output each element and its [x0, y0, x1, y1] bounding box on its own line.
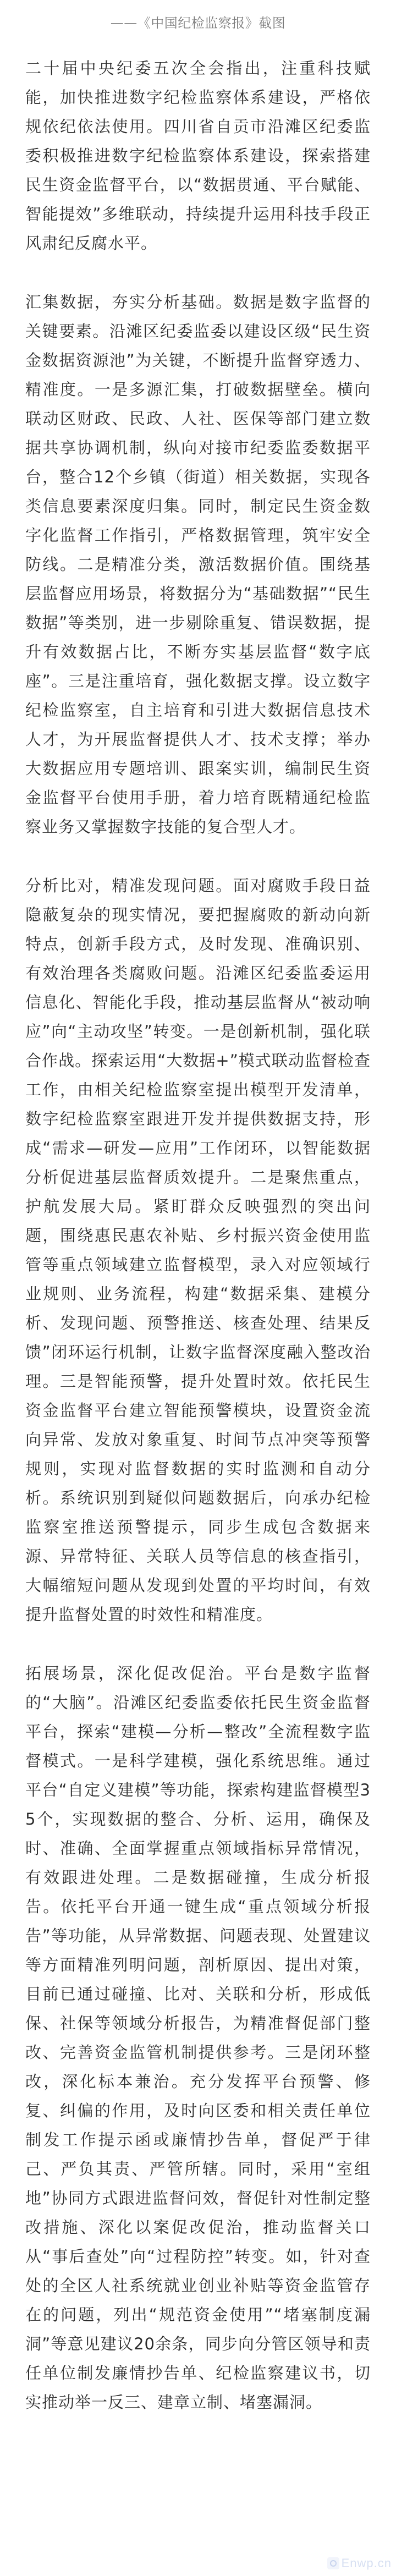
watermark: [327, 2556, 392, 2570]
paragraph-scenarios: 拓展场景，深化促改促治。平台是数字监督的“大脑”。沿滩区纪委监委依托民生资金监督平台，探索“建模—分析—整改”全流程数字监督模式。一是科学建模，强化系统思维。通过平台“自定义建模”等功能，探索构建监督模型35个，实现数据的整合、分析、运用，确保及时、准确、全面掌握重点领域指标异常情况，有效跟进处理。二是数据碰撞，生成分析报告。依托平台开通一键生成“重点领域分析报告”等功能，从异常数据、问题表现、处置建议等方面精准列明问题，剖析原因、提出对策，目前已通过碰撞、比对、关联和分析，形成低保、社保等领域分析报告，为精准督促部门整改、完善资金监管机制提供参考。三是闭环整改，深化标本兼治。充分发挥平台预警、修复、纠偏的作用，及时向区委和相关责任单位制发工作提示函或廉情抄告单，督促严于律己、严负其责、严管所辖。同时，采用“室组地”协同方式跟进监督问效，督促针对性制定整改措施、深化以案促改促治，推动监督关口从“事后查处”向“过程防控”转变。如，针对查处的全区人社系统就业创业补贴等资金监管存在的问题，列出“规范资金使用”“堵塞制度漏洞”等意见建议20余条，同步向分管区领导和责任单位制发廉情抄告单、纪检监察建议书，切实推动举一反三、建章立制、堵塞漏洞。: [25, 1664, 371, 2412]
app-logo-icon: [327, 2557, 339, 2569]
paragraph-analysis: 分析比对，精准发现问题。面对腐败手段日益隐蔽复杂的现实情况，要把握腐败的新动向新特点，创新手段方式，及时发现、准确识别、有效治理各类腐败问题。沿滩区纪委监委运用信息化、智能化手段，推动基层监督从“被动响应”向“主动攻坚”转变。一是创新机制，强化联合作战。探索运用“大数据+”模式联动监督检查工作，由相关纪检监察室提出模型开发清单，数字纪检监察室跟进开发并提供数据支持，形成“需求—研发—应用”工作闭环，以智能数据分析促进基层监督质效提升。二是聚焦重点，护航发展大局。紧盯群众反映强烈的突出问题，围绕惠民惠农补贴、乡村振兴资金使用监管等重点领域建立监督模型，录入对应领域行业规则、业务流程，构建“数据采集、建模分析、发现问题、预警推送、核查处理、结果反馈”闭环运行机制，让数字监督深度融入整改治理。三是智能预警，提升处置时效。依托民生资金监督平台建立智能预警模块，设置资金流向异常、发放对象重复、时间节点冲突等预警规则，实现对监督数据的实时监测和自动分析。系统识别到疑似问题数据后，向承办纪检监察室推送预警提示，同步生成包含数据来源、异常特征、关联人员等信息的核查指引，大幅缩短问题从发现到处置的平均时间，有效提升监督处置的时效性和精准度。: [25, 876, 371, 1624]
paragraph-intro: 二十届中央纪委五次全会指出，注重科技赋能，加快推进数字纪检监察体系建设，严格依规依纪依法使用。四川省自贡市沿滩区纪委监委积极推进数字纪检监察体系建设，探索搭建民生资金监督平台，以“数据贯通、平台赋能、智能提效”多维联动，持续提升运用科技手段正风肃纪反腐水平。: [25, 59, 371, 252]
paragraph-data-collection: 汇集数据，夯实分析基础。数据是数字监督的关键要素。沿滩区纪委监委以建设区级“民生资金数据资源池”为关键，不断提升监督穿透力、精准度。一是多源汇集，打破数据壁垒。横向联动区财政、民政、人社、医保等部门建立数据共享协调机制，纵向对接市纪委监委数据平台，整合12个乡镇（街道）相关数据，实现各类信息要素深度归集。同时，制定民生资金数字化监督工作指引，严格数据管理，筑牢安全防线。二是精准分类，激活数据价值。围绕基层监督应用场景，将数据分为“基础数据”“民生数据”等类别，进一步剔除重复、错误数据，提升有效数据占比，不断夯实基层监督“数字底座”。三是注重培育，强化数据支撑。设立数字纪检监察室，自主培育和引进大数据信息技术人才，为开展监督提供人才、技术支撑；举办大数据应用专题培训、跟案实训，编制民生资金监督平台使用手册，着力培育既精通纪检监察业务又掌握数字技能的复合型人才。: [25, 293, 371, 836]
source-caption: ——《中国纪检监察报》截图: [110, 15, 286, 31]
watermark-text: Enwp.cn: [341, 2556, 392, 2570]
